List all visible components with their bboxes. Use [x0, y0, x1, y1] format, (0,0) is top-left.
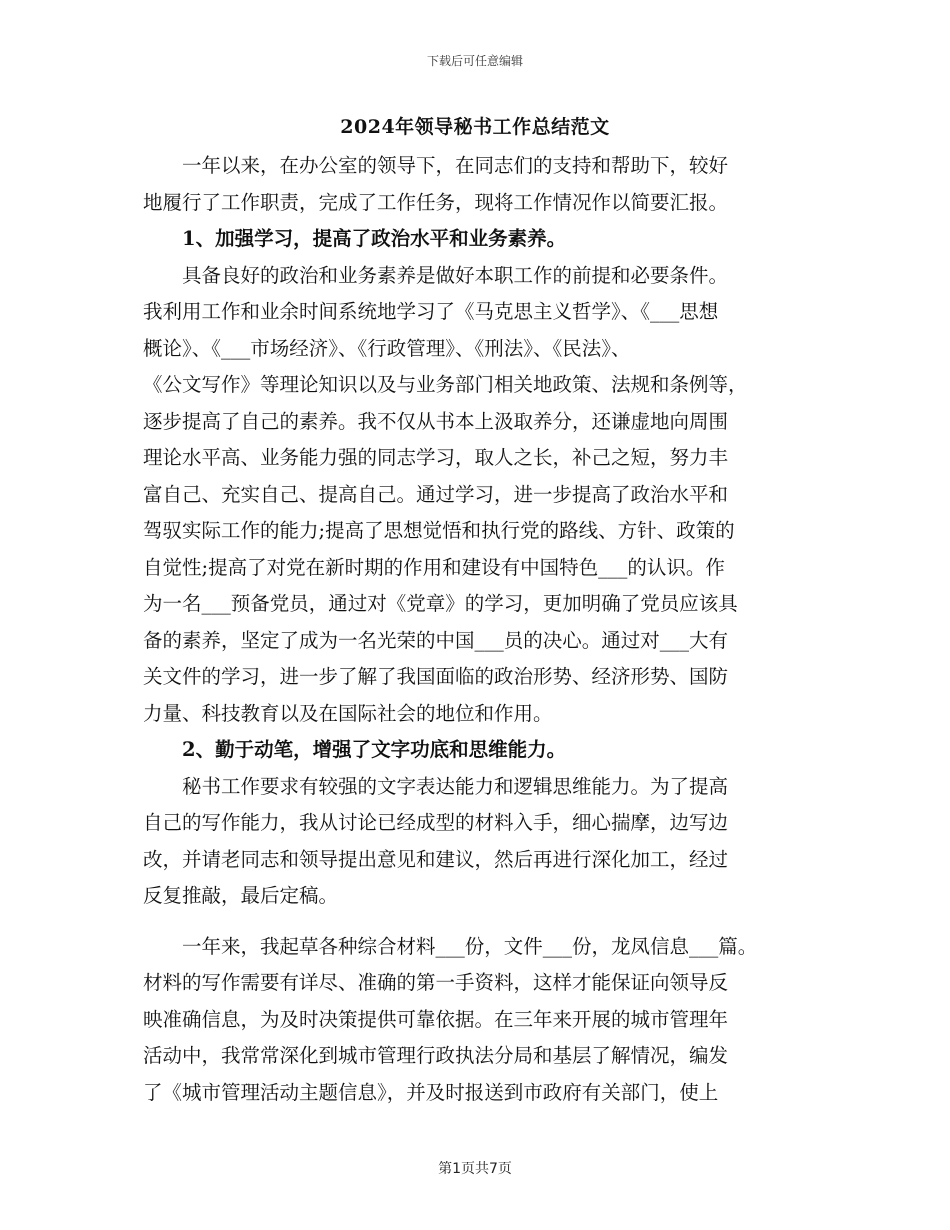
document-body — [143, 148, 803, 1111]
page-header-note: 下载后可任意编辑 — [426, 54, 523, 68]
paragraph-gap — [143, 915, 803, 929]
body-line: 逐步提高了自己的素养。我不仅从书本上汲取养分，还谦虚地向周围 — [143, 409, 729, 433]
body-line: 活动中，我常常深化到城市管理行政执法分局和基层了解情况，编发 — [143, 1044, 729, 1067]
body-line: 了《城市管理活动主题信息》，并及时报送到市政府有关部门，使上 — [143, 1080, 719, 1104]
body-line: 为一名___预备党员，通过对《党章》的学习，更加明确了党员应该具 — [143, 592, 738, 615]
body-line: 自己的写作能力，我从讨论已经成型的材料入手，细心揣摩，边写边 — [143, 811, 729, 834]
body-line: 映准确信息，为及时决策提供可靠依据。在三年来开展的城市管理年 — [143, 1007, 729, 1031]
body-line: 一年以来，在办公室的领导下，在同志们的支持和帮助下，较好 — [143, 154, 729, 177]
body-line: 具备良好的政治和业务素养是做好本职工作的前提和必要条件。 — [143, 263, 729, 287]
body-line: 力量、科技教育以及在国际社会的地位和作用。 — [143, 701, 553, 725]
body-line: 改，并请老同志和领导提出意见和建议，然后再进行深化加工，经过 — [143, 847, 729, 871]
body-line: 反复推敲，最后定稿。 — [143, 884, 339, 907]
body-line: 我利用工作和业余时间系统地学习了《马克思主义哲学》、《___思想 — [143, 300, 719, 323]
body-line: 自觉性;提高了对党在新时期的作用和建设有中国特色___的认识。作 — [143, 555, 725, 579]
body-line: 富自己、充实自己、提高自己。通过学习，进一步提高了政治水平和 — [143, 482, 729, 506]
body-line: 理论水平高、业务能力强的同志学习，取人之长，补己之短，努力丰 — [143, 446, 729, 469]
body-line: 秘书工作要求有较强的文字表达能力和逻辑思维能力。为了提高 — [143, 774, 729, 798]
page-number-footer: 第1页共7页 — [438, 1161, 512, 1177]
body-line: 关文件的学习，进一步了解了我国面临的政治形势、经济形势、国防 — [143, 665, 729, 688]
body-line: 《公文写作》等理论知识以及与业务部门相关地政策、法规和条例等， — [143, 373, 748, 396]
section-heading: 1、加强学习，提高了政治水平和业务素养。 — [143, 227, 567, 250]
body-line: 地履行了工作职责，完成了工作任务，现将工作情况作以简要汇报。 — [143, 190, 729, 214]
body-line: 驾驭实际工作的能力;提高了思想觉悟和执行党的路线、方针、政策的 — [143, 519, 735, 542]
section-heading: 2、勤于动笔，增强了文字功底和思维能力。 — [143, 738, 567, 761]
body-line: 概论》、《___市场经济》、《行政管理》、《刑法》、《民法》、 — [143, 336, 631, 360]
body-line: 备的素养，坚定了成为一名光荣的中国___员的决心。通过对___大有 — [143, 628, 729, 652]
body-line: 一年来，我起草各种综合材料___份，文件___份，龙凤信息___篇。 — [143, 934, 758, 958]
body-line: 材料的写作需要有详尽、准确的第一手资料，这样才能保证向领导反 — [143, 971, 729, 994]
document-title: 2024年领导秘书工作总结范文 — [340, 116, 610, 138]
